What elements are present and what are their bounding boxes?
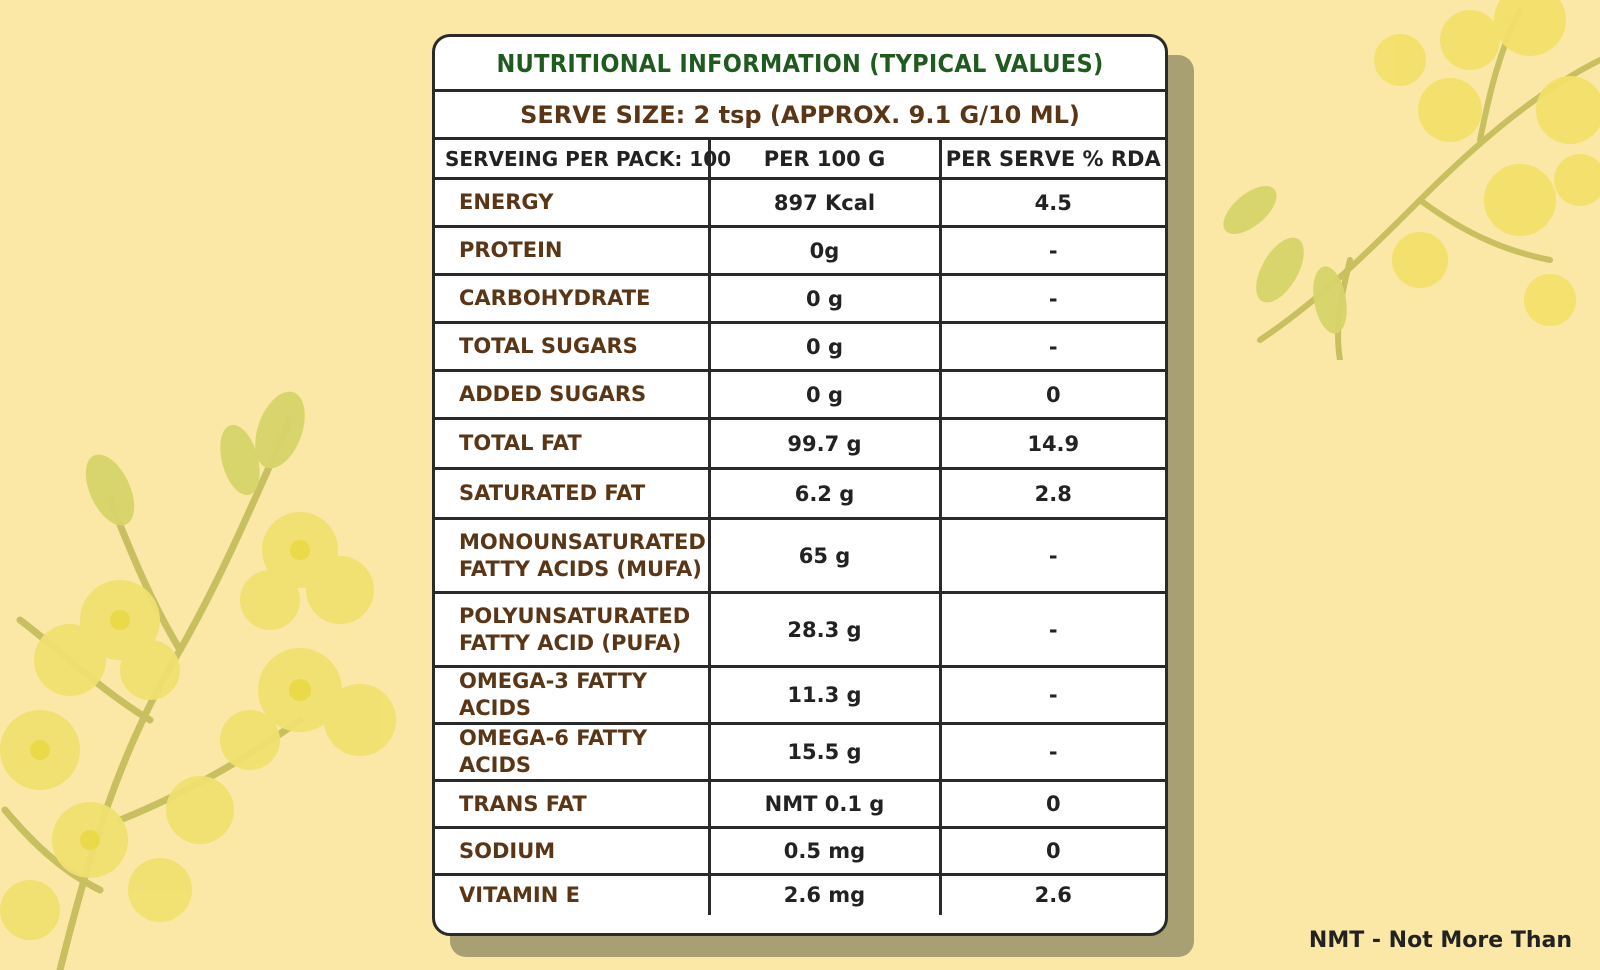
table-row <box>435 469 1165 519</box>
row-per-serve-rda: - <box>940 227 1165 275</box>
row-per-100g: NMT 0.1 g <box>709 781 940 828</box>
row-per-100g: 15.5 g <box>709 724 940 781</box>
table-row <box>435 667 1165 724</box>
table-row <box>435 724 1165 781</box>
row-per-serve-rda: - <box>940 519 1165 593</box>
table-header-row <box>435 140 1165 179</box>
column-header-servings: SERVEING PER PACK: 100 <box>435 140 709 179</box>
table-row <box>435 227 1165 275</box>
row-per-serve-rda: - <box>940 667 1165 724</box>
row-label: VITAMIN E <box>435 875 709 915</box>
row-per-100g: 11.3 g <box>709 667 940 724</box>
row-label: CARBOHYDRATE <box>435 275 709 323</box>
table-row <box>435 593 1165 667</box>
table-row <box>435 275 1165 323</box>
row-per-100g: 897 Kcal <box>709 179 940 227</box>
row-per-100g: 99.7 g <box>709 419 940 469</box>
column-header-per-100g: PER 100 G <box>709 140 940 179</box>
row-label: TRANS FAT <box>435 781 709 828</box>
row-per-serve-rda: - <box>940 323 1165 371</box>
mustard-flower-branch-left-icon <box>0 390 440 970</box>
row-label: ENERGY <box>435 179 709 227</box>
row-label: POLYUNSATURATED FATTY ACID (PUFA) <box>435 593 709 667</box>
serve-size: SERVE SIZE: 2 tsp (APPROX. 9.1 G/10 ML) <box>435 92 1165 140</box>
row-label: MONOUNSATURATED FATTY ACIDS (MUFA) <box>435 519 709 593</box>
table-row <box>435 875 1165 915</box>
row-per-serve-rda: 14.9 <box>940 419 1165 469</box>
row-per-100g: 65 g <box>709 519 940 593</box>
row-per-100g: 28.3 g <box>709 593 940 667</box>
row-per-100g: 0 g <box>709 371 940 419</box>
row-label: ADDED SUGARS <box>435 371 709 419</box>
row-per-100g: 0g <box>709 227 940 275</box>
row-per-serve-rda: 0 <box>940 371 1165 419</box>
row-label: OMEGA-6 FATTY ACIDS <box>435 724 709 781</box>
row-label: OMEGA-3 FATTY ACIDS <box>435 667 709 724</box>
row-per-serve-rda: - <box>940 724 1165 781</box>
row-per-serve-rda: 0 <box>940 781 1165 828</box>
row-per-100g: 0.5 mg <box>709 828 940 875</box>
row-per-serve-rda: 0 <box>940 828 1165 875</box>
table-row <box>435 323 1165 371</box>
row-per-serve-rda: 2.8 <box>940 469 1165 519</box>
row-per-100g: 2.6 mg <box>709 875 940 915</box>
row-per-100g: 6.2 g <box>709 469 940 519</box>
row-label: TOTAL FAT <box>435 419 709 469</box>
row-per-100g: 0 g <box>709 275 940 323</box>
row-per-serve-rda: - <box>940 275 1165 323</box>
row-label: SODIUM <box>435 828 709 875</box>
row-label: PROTEIN <box>435 227 709 275</box>
table-row <box>435 419 1165 469</box>
row-per-serve-rda: 4.5 <box>940 179 1165 227</box>
row-per-serve-rda: - <box>940 593 1165 667</box>
row-per-serve-rda: 2.6 <box>1034 883 1072 908</box>
mustard-flower-branch-right-icon <box>1220 0 1600 360</box>
table-row <box>435 519 1165 593</box>
table-row <box>435 781 1165 828</box>
column-header-per-serve-rda: PER SERVE % RDA <box>940 140 1165 179</box>
row-label: TOTAL SUGARS <box>435 323 709 371</box>
nutrition-label-card <box>432 34 1168 936</box>
row-label: SATURATED FAT <box>435 469 709 519</box>
table-row <box>435 828 1165 875</box>
nutrition-title: NUTRITIONAL INFORMATION (TYPICAL VALUES) <box>435 37 1165 92</box>
table-row <box>435 371 1165 419</box>
footnote: NMT - Not More Than <box>1308 928 1572 953</box>
row-per-100g: 0 g <box>709 323 940 371</box>
table-row <box>435 179 1165 227</box>
nutrition-table <box>435 140 1165 915</box>
